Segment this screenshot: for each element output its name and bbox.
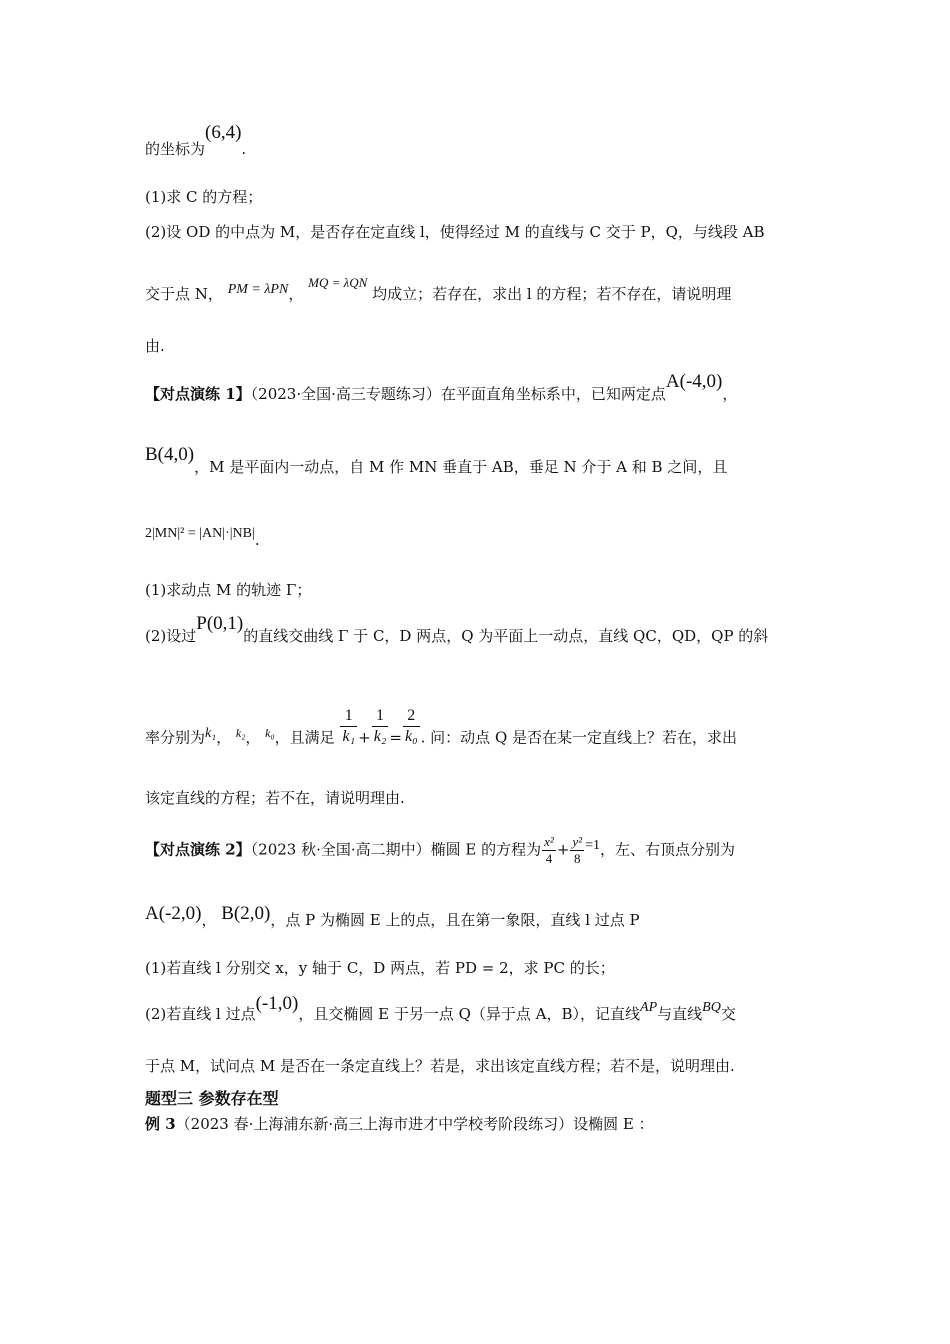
drill-2-line-2: A(-2,0)， B(2,0)，点 P 为椭圆 E 上的点，且在第一象限，直线 l 过点 P [145, 903, 640, 929]
point-p: P(0,1) [196, 613, 244, 634]
drill-1-intro: 【对点演练 1】（2023·全国·高三专题练习）在平面直角坐标系中，已知两定点A(-4,0)， [145, 371, 738, 403]
point-b: B(4,0) [145, 444, 195, 465]
section-heading: 题型三 参数存在型 [145, 1089, 279, 1108]
coordinate-math: (6,4) [205, 122, 242, 143]
text-line: 的坐标为(6,4). [145, 122, 247, 158]
point-b: B(2,0) [221, 903, 271, 924]
question-part-1: (1)求 C 的方程； [145, 188, 263, 206]
vector-equation-mq: MQ = λQN [308, 275, 368, 290]
fraction: $\frac{\text{y²}}{8}$ [572, 834, 583, 866]
drill-1-heading: 【对点演练 1】 [145, 385, 251, 403]
point-a: A(-4,0) [665, 371, 723, 392]
point-a: A(-2,0) [145, 903, 202, 924]
example-3: 例 3（2023 春·上海浦东新·高三上海市进才中学校考阶段练习）设椭圆 E ： [145, 1115, 654, 1133]
text-line: 由. [145, 337, 165, 355]
drill-1-part-1: (1)求动点 M 的轨迹 Γ； [145, 581, 312, 599]
drill-2-part-1: (1)若直线 l 分别交 x，y 轴于 C，D 两点，若 PD = 2，求 PC 的长； [145, 959, 615, 977]
vector-equation-pm: PM = λPN [227, 282, 289, 297]
drill-1-condition: 2|MN|² = |AN|·|NB|. [145, 526, 260, 549]
fraction: $\frac{1}{\text{k₂}}$ [373, 707, 387, 745]
fraction: $\frac{\text{x²}}{4}$ [544, 834, 554, 866]
fraction: $\frac{1}{\text{k₁}}$ [342, 707, 356, 745]
question-part-2: (2)设 OD 的中点为 M，是否存在定直线 l，使得经过 M 的直线与 C 交于 P，Q，与线段 AB [145, 223, 765, 241]
drill-1-end: 该定直线的方程；若不在，请说明理由. [145, 789, 405, 807]
drill-1-slopes: 率分别为k₁， $^{k_2}$， $^{k_0}$，且满足 $\frac{1}{\text{k₁}}$ + $\frac{1}{\text{k₂}}$ = $\frac{2}{\text{k₀}}$ . 问：动点 Q 是否在某一定直线上？若在，求出 [145, 707, 738, 747]
question-part-2-continued: 交于点 N， PM = λPN， MQ = λQN 均成立；若存在，求出 l 的方程；若不存在，请说明理 [145, 275, 732, 303]
drill-2-part-2: (2)若直线 l 过点(-1,0)，且交椭圆 E 于另一点 Q（异于点 A，B），记直线AP与直线BQ交 [145, 993, 736, 1023]
condition-equation: 2|MN|² = |AN|·|NB| [145, 526, 255, 541]
point: (-1,0) [255, 993, 299, 1014]
drill-2-end: 于点 M，试问点 M 是否在一条定直线上？若是，求出该定直线方程；若不是，说明理由. [145, 1057, 735, 1075]
drill-2-intro: 【对点演练 2】（2023 秋·全国·高二期中）椭圆 E 的方程为 $\frac{\text{x²}}{4}$ + $\frac{\text{y²}}{8}$ =1，左、右顶点分别为 [145, 834, 735, 866]
fraction: $\frac{2}{\text{k₀}}$ [404, 707, 418, 745]
drill-1-line-2: B(4,0)，M 是平面内一动点，自 M 作 MN 垂直于 AB，垂足 N 介于 A 和 B 之间，且 [145, 444, 728, 476]
drill-1-part-2: (2)设过P(0,1)的直线交曲线 Γ 于 C，D 两点，Q 为平面上一动点，直线 QC，QD，QP 的斜 [145, 613, 769, 645]
drill-2-heading: 【对点演练 2】 [145, 840, 251, 859]
